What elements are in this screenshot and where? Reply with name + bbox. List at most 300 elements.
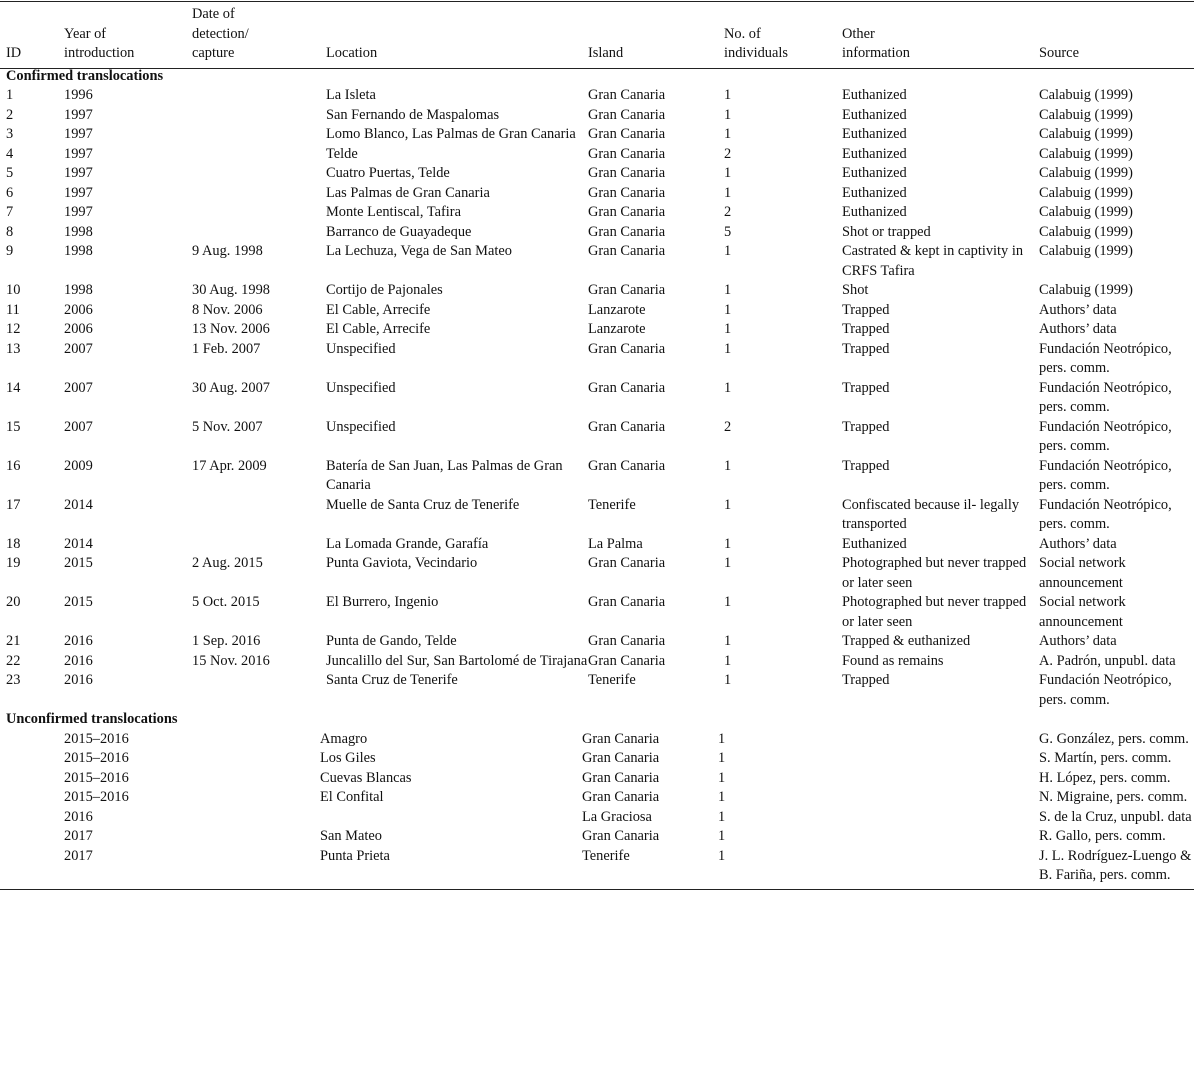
cell-source: Calabuig (1999) (1039, 145, 1133, 162)
cell-location: Muelle de Santa Cruz de Tenerife (326, 496, 520, 513)
cell-other: Trapped (842, 418, 890, 435)
cell-id: 4 (6, 145, 14, 162)
cell-source: A. Padrón, unpubl. data (1039, 652, 1176, 669)
cell-date: 17 Apr. 2009 (192, 457, 267, 474)
cell-other (842, 749, 1039, 769)
cell-location (320, 730, 588, 750)
cell-other: Euthanized (842, 535, 907, 552)
table-row (0, 535, 1194, 555)
table-row (0, 730, 1194, 750)
cell-year: 2006 (64, 321, 93, 337)
cell-source: Fundación Neotrópico, pers. comm. (1039, 418, 1172, 454)
cell-location: El Cable, Arrecife (326, 301, 431, 318)
cell-id: 13 (6, 340, 21, 357)
cell-n (718, 730, 842, 750)
cell-location: San Fernando de Maspalomas (326, 106, 500, 123)
cell-id: 22 (6, 652, 21, 669)
cell-date (192, 203, 326, 223)
cell-source: Calabuig (1999) (1039, 204, 1133, 220)
cell-location: Juncalillo del Sur, San Bartolomé de Tirajana (326, 652, 588, 669)
cell-id: 9 (6, 243, 14, 259)
cell-n: 1 (724, 165, 732, 181)
table-row (0, 86, 1194, 106)
cell-id: 2015–2016 (64, 730, 129, 747)
cell-id: 2016 (64, 808, 93, 825)
cell-location: Monte Lentiscal, Tafira (326, 204, 461, 220)
header-row (0, 5, 1194, 67)
cell-date: 13 Nov. 2006 (192, 321, 270, 337)
cell-island: Lanzarote (588, 301, 646, 318)
cell-id: 2015–2016 (64, 789, 129, 805)
table-row (0, 184, 1194, 204)
table-row (0, 652, 1194, 672)
cell-island: Gran Canaria (588, 165, 666, 181)
cell-n: 1 (724, 243, 732, 259)
cell-island (582, 808, 724, 828)
cell-location: Las Palmas de Gran Canaria (326, 184, 490, 201)
cell-island-text: Gran Canaria (582, 750, 660, 766)
cell-date (192, 808, 326, 828)
cell-other: Shot or trapped (842, 223, 931, 240)
cell-date (192, 788, 326, 808)
cell-island-text: Tenerife (582, 847, 630, 864)
cell-island (582, 847, 724, 886)
cell-n: 1 (724, 633, 732, 649)
cell-location (326, 808, 588, 828)
cell-n (718, 788, 842, 808)
cell-n: 1 (724, 652, 732, 669)
cell-location: Unspecified (326, 379, 396, 396)
cell-location: Unspecified (326, 340, 396, 357)
cell-source: Calabuig (1999) (1039, 282, 1133, 298)
cell-location: La Lechuza, Vega de San Mateo (326, 243, 512, 259)
table-row (0, 125, 1194, 145)
cell-other: Trapped & euthanized (842, 633, 971, 649)
cell-year: 2016 (64, 633, 93, 649)
cell-year: 1997 (64, 126, 93, 142)
cell-n-text: 1 (718, 847, 726, 864)
cell-other: Found as remains (842, 652, 944, 669)
cell-date: 5 Nov. 2007 (192, 418, 263, 435)
cell-other: Trapped (842, 321, 890, 337)
cell-n: 1 (724, 282, 732, 298)
table-row (0, 788, 1194, 808)
cell-location: Telde (326, 145, 358, 162)
cell-source: H. López, pers. comm. (1039, 769, 1171, 786)
cell-island: Gran Canaria (588, 379, 666, 396)
translocations-table (0, 5, 1194, 886)
cell-year: 1997 (64, 184, 93, 201)
cell-source: Calabuig (1999) (1039, 184, 1133, 201)
table-row (0, 457, 1194, 496)
cell-n: 2 (724, 204, 732, 220)
cell-n: 1 (724, 87, 732, 103)
cell-source: S. de la Cruz, unpubl. data (1039, 808, 1192, 825)
cell-other: Euthanized (842, 145, 907, 162)
cell-year: 2007 (64, 340, 93, 357)
cell-other: Trapped (842, 301, 890, 318)
cell-n-text: 1 (718, 750, 726, 766)
cell-location: Cuatro Puertas, Telde (326, 165, 450, 181)
cell-other: Shot (842, 282, 869, 298)
cell-source: N. Migraine, pers. comm. (1039, 789, 1188, 805)
cell-source: Calabuig (1999) (1039, 243, 1133, 259)
cell-other (842, 769, 1039, 789)
cell-other: Euthanized (842, 126, 907, 142)
cell-other: Euthanized (842, 204, 907, 220)
cell-n: 1 (724, 106, 732, 123)
cell-island: Gran Canaria (588, 282, 666, 298)
cell-year: 1997 (64, 165, 93, 181)
cell-other: Trapped (842, 457, 890, 474)
table-row (0, 145, 1194, 165)
cell-location: Punta de Gando, Telde (326, 633, 457, 649)
bottom-rule (0, 889, 1194, 890)
cell-n: 1 (724, 126, 732, 142)
cell-id: 8 (6, 223, 14, 240)
cell-year: 2014 (64, 496, 93, 513)
col-header-date: Date of detection/ capture (192, 6, 249, 61)
cell-location-text: Cuevas Blancas (320, 769, 412, 786)
cell-other (842, 788, 1039, 808)
cell-other (842, 808, 1039, 828)
cell-island: Gran Canaria (588, 184, 666, 201)
cell-other: Castrated & kept in captivity in CRFS Tafira (842, 243, 1024, 279)
cell-source: Authors’ data (1039, 321, 1117, 337)
cell-n: 1 (724, 672, 732, 688)
cell-location (320, 769, 588, 789)
cell-island (582, 788, 724, 808)
cell-source: J. L. Rodríguez-Luengo & B. Fariña, pers. comm. (1039, 847, 1192, 883)
table-row (0, 281, 1194, 301)
cell-year: 2014 (64, 535, 93, 552)
cell-island (582, 827, 724, 847)
cell-other (842, 730, 1039, 750)
col-header-location: Location (326, 45, 378, 61)
cell-year: 1998 (64, 243, 93, 259)
cell-location: La Isleta (326, 87, 376, 103)
table-row (0, 223, 1194, 243)
cell-n: 1 (724, 496, 732, 513)
cell-date: 15 Nov. 2016 (192, 652, 270, 669)
cell-n (718, 808, 842, 828)
cell-source: R. Gallo, pers. comm. (1039, 828, 1166, 844)
table-row (0, 769, 1194, 789)
cell-island: Tenerife (588, 496, 636, 513)
table-row (0, 632, 1194, 652)
cell-other: Trapped (842, 340, 890, 357)
cell-location-text: Punta Prieta (320, 847, 390, 864)
cell-date: 2 Aug. 2015 (192, 555, 263, 571)
cell-date (192, 125, 326, 145)
cell-date (192, 184, 326, 204)
cell-id: 6 (6, 184, 14, 201)
section-heading: Confirmed translocations (6, 67, 164, 84)
cell-date (192, 106, 326, 126)
col-header-id: ID (6, 45, 22, 61)
cell-n: 1 (724, 535, 732, 552)
cell-island: Gran Canaria (588, 106, 666, 123)
cell-location (320, 827, 588, 847)
col-header-island: Island (588, 45, 624, 61)
cell-other: Euthanized (842, 165, 907, 181)
cell-id: 2015–2016 (64, 769, 129, 786)
table-row (0, 320, 1194, 340)
cell-id: 14 (6, 379, 21, 396)
cell-n-text: 1 (718, 789, 726, 805)
cell-date: 1 Sep. 2016 (192, 633, 261, 649)
cell-n: 1 (724, 594, 732, 610)
cell-source: G. González, pers. comm. (1039, 730, 1189, 747)
cell-other: Trapped (842, 672, 890, 688)
cell-island: Lanzarote (588, 321, 646, 337)
cell-year: 1996 (64, 87, 93, 103)
cell-source: Fundación Neotrópico, pers. comm. (1039, 457, 1172, 493)
cell-island: Gran Canaria (588, 204, 666, 220)
table-row (0, 847, 1194, 886)
cell-n: 2 (724, 418, 732, 435)
cell-n: 5 (724, 223, 732, 240)
section-confirmed (0, 67, 1194, 87)
cell-year: 1997 (64, 106, 93, 123)
section-heading: Unconfirmed translocations (6, 711, 178, 727)
cell-year: 1998 (64, 223, 93, 240)
cell-date (192, 730, 326, 750)
cell-location: Punta Gaviota, Vecindario (326, 555, 478, 571)
cell-id: 3 (6, 126, 14, 142)
cell-id: 5 (6, 165, 14, 181)
table-row (0, 749, 1194, 769)
cell-island-text: La Graciosa (582, 808, 652, 825)
cell-n (718, 847, 842, 886)
cell-source: Calabuig (1999) (1039, 223, 1133, 240)
cell-year: 1997 (64, 145, 93, 162)
table-row (0, 827, 1194, 847)
cell-n: 1 (724, 321, 732, 337)
cell-date (192, 496, 326, 535)
cell-id: 16 (6, 457, 21, 474)
cell-year: 2015 (64, 555, 93, 571)
cell-location-text: El Confital (320, 789, 384, 805)
cell-island (582, 769, 724, 789)
cell-other: Euthanized (842, 87, 907, 103)
cell-island: Gran Canaria (588, 457, 666, 474)
table-row (0, 554, 1194, 593)
table-row (0, 808, 1194, 828)
cell-island: La Palma (588, 535, 643, 552)
cell-id: 10 (6, 282, 21, 298)
cell-date: 30 Aug. 1998 (192, 282, 270, 298)
table-row (0, 418, 1194, 457)
cell-date (192, 749, 326, 769)
cell-location (320, 788, 588, 808)
cell-id: 12 (6, 321, 21, 337)
table-row (0, 379, 1194, 418)
cell-island: Tenerife (588, 672, 636, 688)
cell-location-text: Los Giles (320, 750, 376, 766)
cell-island: Gran Canaria (588, 555, 666, 571)
cell-island: Gran Canaria (588, 87, 666, 103)
cell-n-text: 1 (718, 769, 726, 786)
cell-source: Calabuig (1999) (1039, 165, 1133, 181)
cell-date: 9 Aug. 1998 (192, 243, 263, 259)
cell-year: 2009 (64, 457, 93, 474)
cell-source: S. Martín, pers. comm. (1039, 750, 1172, 766)
cell-location: El Cable, Arrecife (326, 321, 431, 337)
col-header-individuals: No. of individuals (724, 25, 788, 61)
cell-id: 23 (6, 672, 21, 688)
cell-date (192, 847, 326, 886)
cell-island: Gran Canaria (588, 243, 666, 259)
cell-other: Euthanized (842, 184, 907, 201)
cell-id: 11 (6, 301, 20, 318)
cell-date (192, 145, 326, 165)
cell-n (718, 769, 842, 789)
cell-island: Gran Canaria (588, 223, 666, 240)
table-row (0, 301, 1194, 321)
cell-year: 1997 (64, 204, 93, 220)
cell-other: Photographed but never trapped or later seen (842, 594, 1027, 630)
cell-island: Gran Canaria (588, 340, 666, 357)
cell-date (192, 769, 326, 789)
cell-date (192, 671, 326, 710)
cell-date (192, 223, 326, 243)
cell-location: La Lomada Grande, Garafía (326, 535, 489, 552)
cell-other (842, 827, 1039, 847)
cell-island (582, 749, 724, 769)
cell-n: 1 (724, 184, 732, 201)
cell-location: Barranco de Guayadeque (326, 223, 472, 240)
cell-id: 2 (6, 106, 14, 123)
cell-date (192, 827, 326, 847)
cell-id: 15 (6, 418, 21, 435)
cell-date (192, 164, 326, 184)
cell-other: Photographed but never trapped or later seen (842, 555, 1027, 591)
cell-year: 2016 (64, 652, 93, 669)
cell-id: 2015–2016 (64, 750, 129, 766)
cell-id: 2017 (64, 847, 93, 864)
cell-location (320, 847, 588, 886)
cell-source: Authors’ data (1039, 633, 1117, 649)
cell-other (842, 847, 1039, 886)
cell-island: Gran Canaria (588, 652, 666, 669)
cell-n: 1 (724, 379, 732, 396)
cell-date: 1 Feb. 2007 (192, 340, 261, 357)
cell-source: Calabuig (1999) (1039, 126, 1133, 142)
table-row (0, 242, 1194, 281)
cell-n-text: 1 (718, 828, 726, 844)
cell-location: El Burrero, Ingenio (326, 594, 439, 610)
cell-n: 1 (724, 555, 732, 571)
top-rule (0, 1, 1194, 2)
cell-date: 30 Aug. 2007 (192, 379, 270, 396)
cell-island: Gran Canaria (588, 418, 666, 435)
cell-n: 1 (724, 457, 732, 474)
cell-date (192, 535, 326, 555)
table-row (0, 164, 1194, 184)
cell-location: Batería de San Juan, Las Palmas de Gran Canaria (326, 457, 563, 493)
cell-id: 17 (6, 496, 21, 513)
cell-location-text: Amagro (320, 730, 368, 747)
cell-island (582, 730, 724, 750)
cell-source: Social network announcement (1039, 555, 1126, 591)
cell-id: 7 (6, 204, 14, 220)
cell-location: Cortijo de Pajonales (326, 282, 443, 298)
section-unconfirmed (0, 710, 1194, 730)
cell-location: Unspecified (326, 418, 396, 435)
cell-id: 20 (6, 594, 21, 610)
cell-n-text: 1 (718, 808, 726, 825)
cell-date (192, 86, 326, 106)
col-header-other: Other information (842, 25, 910, 61)
cell-n-text: 1 (718, 730, 726, 747)
table-row (0, 496, 1194, 535)
cell-other: Euthanized (842, 106, 907, 123)
cell-other: Trapped (842, 379, 890, 396)
cell-n: 1 (724, 340, 732, 357)
cell-year: 2007 (64, 379, 93, 396)
table-body (0, 67, 1194, 886)
cell-location: Lomo Blanco, Las Palmas de Gran Canaria (326, 126, 576, 142)
cell-island: Gran Canaria (588, 633, 666, 649)
cell-island: Gran Canaria (588, 594, 666, 610)
cell-id: 1 (6, 87, 14, 103)
col-header-year: Year of introduction (64, 25, 135, 61)
cell-island-text: Gran Canaria (582, 730, 660, 747)
cell-source: Fundación Neotrópico, pers. comm. (1039, 340, 1172, 376)
cell-location-text: San Mateo (320, 828, 382, 844)
cell-island-text: Gran Canaria (582, 828, 660, 844)
cell-island: Gran Canaria (588, 126, 666, 142)
cell-id: 2017 (64, 828, 93, 844)
cell-n (718, 749, 842, 769)
cell-source: Authors’ data (1039, 535, 1117, 552)
cell-year: 2015 (64, 594, 93, 610)
cell-n: 1 (724, 301, 732, 318)
table-row (0, 203, 1194, 223)
cell-island-text: Gran Canaria (582, 789, 660, 805)
table-row (0, 593, 1194, 632)
cell-other: Confiscated because il- legally transported (842, 496, 1020, 532)
cell-id: 19 (6, 555, 21, 571)
table-row (0, 671, 1194, 710)
cell-source: Fundación Neotrópico, pers. comm. (1039, 672, 1172, 708)
cell-year: 2016 (64, 672, 93, 688)
cell-year: 1998 (64, 282, 93, 298)
cell-location (320, 749, 588, 769)
cell-n (718, 827, 842, 847)
cell-date: 5 Oct. 2015 (192, 594, 260, 610)
cell-date: 8 Nov. 2006 (192, 301, 263, 318)
table-row (0, 340, 1194, 379)
cell-source: Social network announcement (1039, 594, 1126, 630)
cell-id: 21 (6, 633, 21, 649)
cell-source: Fundación Neotrópico, pers. comm. (1039, 379, 1172, 415)
cell-n: 2 (724, 145, 732, 162)
cell-island-text: Gran Canaria (582, 769, 660, 786)
cell-location: Santa Cruz de Tenerife (326, 672, 458, 688)
table-row (0, 106, 1194, 126)
cell-island: Gran Canaria (588, 145, 666, 162)
cell-source: Calabuig (1999) (1039, 87, 1133, 103)
cell-year: 2006 (64, 301, 93, 318)
cell-year: 2007 (64, 418, 93, 435)
cell-source: Fundación Neotrópico, pers. comm. (1039, 496, 1172, 532)
cell-id: 18 (6, 535, 21, 552)
cell-source: Calabuig (1999) (1039, 106, 1133, 123)
col-header-source: Source (1039, 45, 1079, 61)
cell-source: Authors’ data (1039, 301, 1117, 318)
